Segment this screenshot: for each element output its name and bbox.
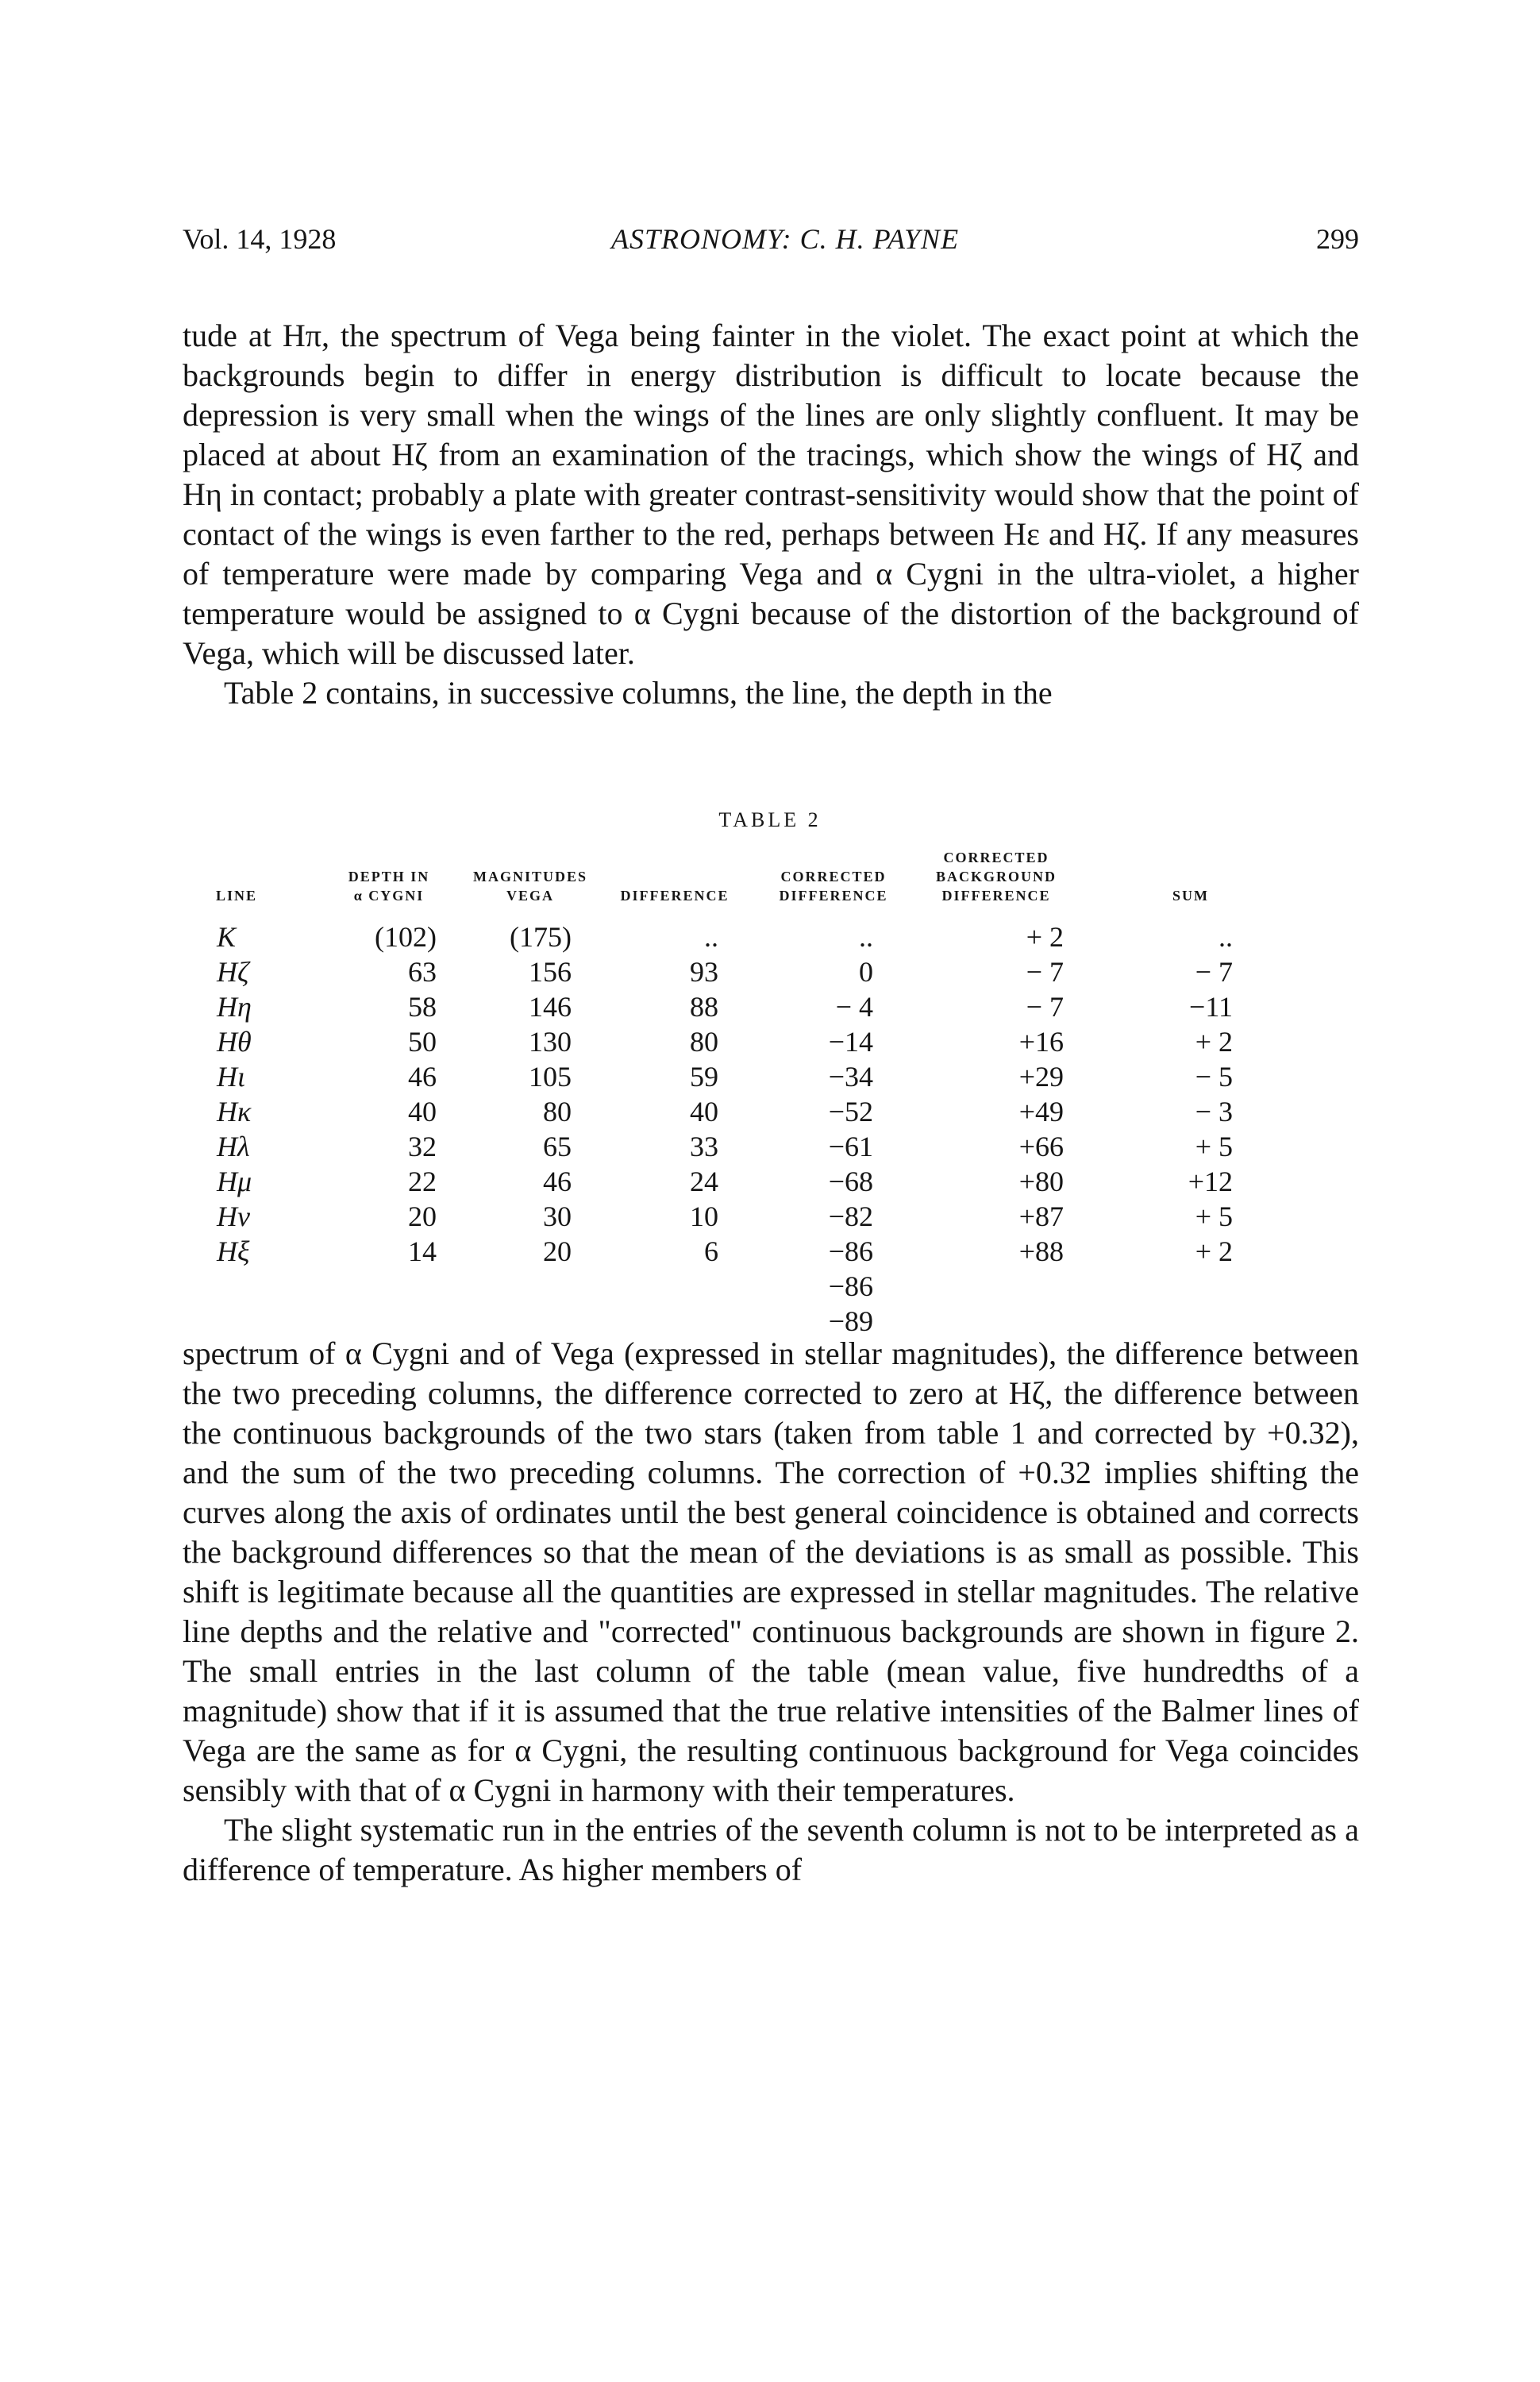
table-cell-vega: 20 [543, 1235, 572, 1267]
table-title: TABLE 2 [718, 808, 822, 831]
table-cell-depth: 40 [408, 1096, 437, 1127]
table-cell-corr: −14 [828, 1026, 873, 1058]
paragraph-column-description: spectrum of α Cygni and of Vega (expressed in stellar magnitudes), the difference between the two preceding columns, the difference corrected to zero at Hζ, the difference between the continuous backgrounds of the two stars (taken from table 1 and corrected by +0.32), and the sum of the two preceding columns. The correction of +0.32 implies shifting the curves along the axis of ordinates until the best general coincidence is obtained and corrects the background differences so that the mean of the deviations is as small as possible. This shift is legitimate because all the quantities are expressed in stellar magnitudes. The relative line depths and the relative and "corrected" continuous backgrounds are shown in figure 2. The small entries in the last column of the table (mean value, five hundredths of a magnitude) show that if it is assumed that the true relative intensities of the Balmer lines of Vega are the same as for α Cygni, the resulting continuous background for Vega coincides sensibly with that of α Cygni in harmony with their temperatures. [183, 1336, 1359, 1808]
table-cell-sum: − 7 [1195, 956, 1233, 988]
table-cell-corr: −68 [828, 1166, 873, 1197]
table-cell-diff: 10 [690, 1201, 718, 1232]
table-cell-sum: .. [1219, 921, 1233, 953]
table-cell-depth: 32 [408, 1131, 437, 1162]
table-cell-corr: .. [859, 921, 873, 953]
table-cell-diff: 33 [690, 1131, 718, 1162]
table-cell-bg: +66 [1018, 1131, 1064, 1162]
paragraph-continuation: tude at Hπ, the spectrum of Vega being fainter in the violet. The exact point at which the backgrounds begin to differ in energy distribution is difficult to locate because the depression is very small when the wings of the lines are only slightly confluent. It may be placed at about Hζ from an examination of the tracings, which show the wings of Hζ and Hη in contact; probably a plate with greater contrast-sensitivity would show that the point of contact of the wings is even farther to the red, perhaps between Hε and Hζ. If any measures of temperature were made by comparing Vega and α Cygni in the ultra-violet, a higher temperature would be assigned to α Cygni because of the distortion of the background of Vega, which will be discussed later. [183, 318, 1359, 671]
table-cell-line: K [217, 921, 237, 953]
table-cell-vega: 105 [529, 1061, 572, 1093]
header-background-difference [909, 848, 1084, 905]
table-cell-line: Hζ [217, 956, 249, 988]
table-cell-depth: (102) [375, 921, 437, 953]
table-cell-corr: − 4 [835, 991, 873, 1023]
table-cell-diff: 6 [704, 1235, 718, 1267]
table-cell-vega: 80 [543, 1096, 572, 1127]
table-cell-line: Hκ [217, 1096, 252, 1127]
table-cell-diff: 88 [690, 991, 718, 1023]
table-cell-diff: 24 [690, 1166, 718, 1197]
header-depth-l1: DEPTH IN [348, 869, 430, 885]
body-text-bottom [183, 1334, 1359, 1890]
table-cell-depth: 20 [408, 1201, 437, 1232]
table-cell-bg: +88 [1018, 1235, 1064, 1267]
table-cell-vega: 30 [543, 1201, 572, 1232]
table-cell-corr: −34 [828, 1061, 873, 1093]
page-number: 299 [1316, 223, 1359, 255]
header-mag-l2: VEGA [506, 888, 554, 904]
paragraph-table-intro: Table 2 contains, in successive columns, the line, the depth in the [224, 675, 1053, 711]
table-cell-vega: (175) [510, 921, 572, 953]
table-cell-depth: 63 [408, 956, 437, 988]
table-cell-diff: 93 [690, 956, 718, 988]
header-difference: DIFFERENCE [620, 888, 730, 904]
header-bg-l2: BACKGROUND [935, 869, 1057, 885]
table-cell-corr: −89 [828, 1305, 873, 1337]
table-cell-bg: +29 [1018, 1061, 1064, 1093]
table-cell-line: Hθ [217, 1026, 252, 1058]
table-cell-sum: + 2 [1195, 1235, 1233, 1267]
table-cell-bg: +49 [1018, 1096, 1064, 1127]
table-cell-sum: − 3 [1195, 1096, 1233, 1127]
table-cell-corr: 0 [859, 956, 873, 988]
table-cell-depth: 46 [408, 1061, 437, 1093]
table-cell-line: Hν [217, 1201, 250, 1232]
table-cell-bg: +80 [1018, 1166, 1064, 1197]
table-cell-vega: 156 [529, 956, 572, 988]
table-cell-vega: 65 [543, 1131, 572, 1162]
volume-label: Vol. 14, 1928 [183, 223, 337, 255]
paragraph-systematic-run: The slight systematic run in the entries of the seventh column is not to be interpreted as a difference of temperature. As higher members of [183, 1812, 1359, 1887]
header-corr-l2: DIFFERENCE [779, 888, 888, 904]
table-cell-vega: 46 [543, 1166, 572, 1197]
table-cell-depth: 22 [408, 1166, 437, 1197]
header-bg-l3: DIFFERENCE [941, 888, 1051, 904]
table-cell-diff: .. [704, 921, 718, 953]
table-cell-line: Hλ [217, 1131, 250, 1162]
table-cell-diff: 40 [690, 1096, 718, 1127]
header-corr-l1: CORRECTED [780, 869, 887, 885]
header-corrected-difference [754, 867, 913, 905]
header-magnitudes [451, 867, 610, 905]
running-title: ASTRONOMY: C. H. PAYNE [611, 223, 960, 255]
table-cell-bg: + 2 [1026, 921, 1064, 953]
table-cell-bg: − 7 [1026, 956, 1064, 988]
table-cell-line: Hι [217, 1061, 245, 1093]
running-head [183, 222, 1359, 262]
table-cell-bg: − 7 [1026, 991, 1064, 1023]
table-cell-depth: 14 [408, 1235, 437, 1267]
header-sum: SUM [1172, 888, 1209, 904]
table-cell-sum: + 5 [1195, 1131, 1233, 1162]
table-cell-line: Hμ [217, 1166, 252, 1197]
table-cell-line: Hξ [217, 1235, 250, 1267]
table-cell-bg: +16 [1018, 1026, 1064, 1058]
table-cell-diff: 80 [690, 1026, 718, 1058]
table-cell-corr: −52 [828, 1096, 873, 1127]
table-cell-sum: +12 [1188, 1166, 1233, 1197]
table-cell-bg: +87 [1018, 1201, 1064, 1232]
table-cell-depth: 58 [408, 991, 437, 1023]
table-cell-diff: 59 [690, 1061, 718, 1093]
table-cell-corr: −86 [828, 1235, 873, 1267]
table-cell-depth: 50 [408, 1026, 437, 1058]
header-bg-l1: CORRECTED [943, 850, 1049, 865]
table-cell-sum: + 5 [1195, 1201, 1233, 1232]
table-cell-corr: −82 [828, 1201, 873, 1232]
table-cell-sum: − 5 [1195, 1061, 1233, 1093]
table-cell-corr: −86 [828, 1270, 873, 1302]
table-cell-vega: 130 [529, 1026, 572, 1058]
table-cell-sum: −11 [1189, 991, 1233, 1023]
table-cell-line: Hη [217, 991, 252, 1023]
table-cell-corr: −61 [828, 1131, 873, 1162]
header-line: LINE [215, 888, 257, 904]
header-depth [310, 867, 468, 905]
header-mag-l1: MAGNITUDES [472, 869, 587, 885]
body-text-top [183, 316, 1359, 713]
table-cell-vega: 146 [529, 991, 572, 1023]
table-cell-sum: + 2 [1195, 1026, 1233, 1058]
header-depth-l2: α CYGNI [353, 888, 425, 904]
